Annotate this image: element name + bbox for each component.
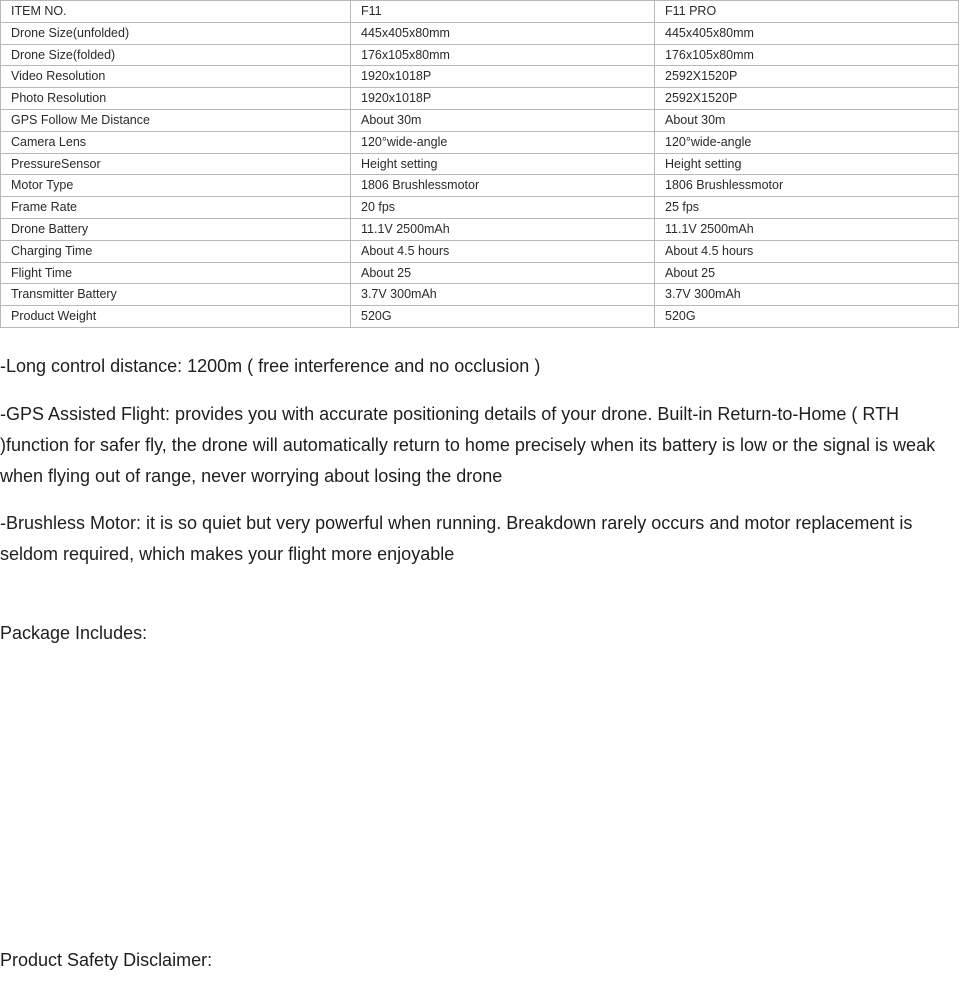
spec-f11-pro-cell: 1806 Brushlessmotor bbox=[655, 175, 959, 197]
spec-f11-pro-cell: 445x405x80mm bbox=[655, 22, 959, 44]
table-row bbox=[1, 240, 959, 262]
spec-label-cell: Frame Rate bbox=[1, 197, 351, 219]
spec-label-cell: GPS Follow Me Distance bbox=[1, 109, 351, 131]
table-row bbox=[1, 284, 959, 306]
spec-f11-pro-cell: About 4.5 hours bbox=[655, 240, 959, 262]
safety-disclaimer-heading: Product Safety Disclaimer: bbox=[0, 950, 213, 970]
spec-label-cell: Drone Size(folded) bbox=[1, 44, 351, 66]
table-row bbox=[1, 131, 959, 153]
spec-f11-cell: 176x105x80mm bbox=[351, 44, 655, 66]
feature-brushless-motor: -Brushless Motor: it is so quiet but very powerful when running. Breakdown rarely occurs and motor replacement is seldom required, which makes your flight more enjoyable bbox=[0, 513, 913, 564]
spec-f11-cell: 11.1V 2500mAh bbox=[351, 218, 655, 240]
spec-f11-pro-cell: 25 fps bbox=[655, 197, 959, 219]
header-cell-item-no: ITEM NO. bbox=[1, 1, 351, 23]
spec-label-cell: Product Weight bbox=[1, 306, 351, 328]
header-cell-f11: F11 bbox=[351, 1, 655, 23]
feature-gps-flight: -GPS Assisted Flight: provides you with accurate positioning details of your drone. Built-in Return-to-Home ( RTH )function for safer fly, the drone will automatically return to home precisely when its battery is low or the signal is weak when flying out of range, never worrying about losing the drone bbox=[0, 404, 936, 486]
table-row bbox=[1, 262, 959, 284]
spec-f11-cell: About 25 bbox=[351, 262, 655, 284]
feature-control-distance: -Long control distance: 1200m ( free interference and no occlusion ) bbox=[0, 356, 541, 376]
spec-table bbox=[0, 0, 959, 328]
spec-f11-cell: About 30m bbox=[351, 109, 655, 131]
table-row bbox=[1, 306, 959, 328]
spec-f11-pro-cell: 2592X1520P bbox=[655, 66, 959, 88]
table-row bbox=[1, 197, 959, 219]
spec-f11-cell: 1806 Brushlessmotor bbox=[351, 175, 655, 197]
table-row bbox=[1, 88, 959, 110]
table-row bbox=[1, 153, 959, 175]
spec-label-cell: Transmitter Battery bbox=[1, 284, 351, 306]
spec-label-cell: Video Resolution bbox=[1, 66, 351, 88]
spec-f11-cell: 1920x1018P bbox=[351, 88, 655, 110]
spec-label-cell: PressureSensor bbox=[1, 153, 351, 175]
table-row bbox=[1, 175, 959, 197]
spec-f11-cell: 445x405x80mm bbox=[351, 22, 655, 44]
spec-label-cell: Camera Lens bbox=[1, 131, 351, 153]
spec-f11-cell: 3.7V 300mAh bbox=[351, 284, 655, 306]
spec-f11-cell: Height setting bbox=[351, 153, 655, 175]
spec-label-cell: Drone Battery bbox=[1, 218, 351, 240]
table-row bbox=[1, 22, 959, 44]
spec-label-cell: Drone Size(unfolded) bbox=[1, 22, 351, 44]
spec-f11-cell: 1920x1018P bbox=[351, 66, 655, 88]
spec-f11-cell: 520G bbox=[351, 306, 655, 328]
spec-f11-pro-cell: About 25 bbox=[655, 262, 959, 284]
table-header-row bbox=[1, 1, 959, 23]
spec-f11-pro-cell: 176x105x80mm bbox=[655, 44, 959, 66]
spec-f11-cell: About 4.5 hours bbox=[351, 240, 655, 262]
spec-label-cell: Motor Type bbox=[1, 175, 351, 197]
spec-label-cell: Flight Time bbox=[1, 262, 351, 284]
spec-table-body bbox=[1, 1, 959, 328]
spec-f11-pro-cell: 520G bbox=[655, 306, 959, 328]
table-row bbox=[1, 109, 959, 131]
spec-f11-pro-cell: About 30m bbox=[655, 109, 959, 131]
table-row bbox=[1, 218, 959, 240]
package-includes-heading: Package Includes: bbox=[0, 623, 148, 643]
table-row bbox=[1, 44, 959, 66]
header-cell-f11-pro: F11 PRO bbox=[655, 1, 959, 23]
spec-f11-pro-cell: 120°wide-angle bbox=[655, 131, 959, 153]
spec-f11-cell: 120°wide-angle bbox=[351, 131, 655, 153]
spec-label-cell: Photo Resolution bbox=[1, 88, 351, 110]
spec-f11-pro-cell: 11.1V 2500mAh bbox=[655, 218, 959, 240]
spec-label-cell: Charging Time bbox=[1, 240, 351, 262]
spec-f11-pro-cell: Height setting bbox=[655, 153, 959, 175]
table-row bbox=[1, 66, 959, 88]
spec-f11-cell: 20 fps bbox=[351, 197, 655, 219]
spec-f11-pro-cell: 2592X1520P bbox=[655, 88, 959, 110]
spec-f11-pro-cell: 3.7V 300mAh bbox=[655, 284, 959, 306]
